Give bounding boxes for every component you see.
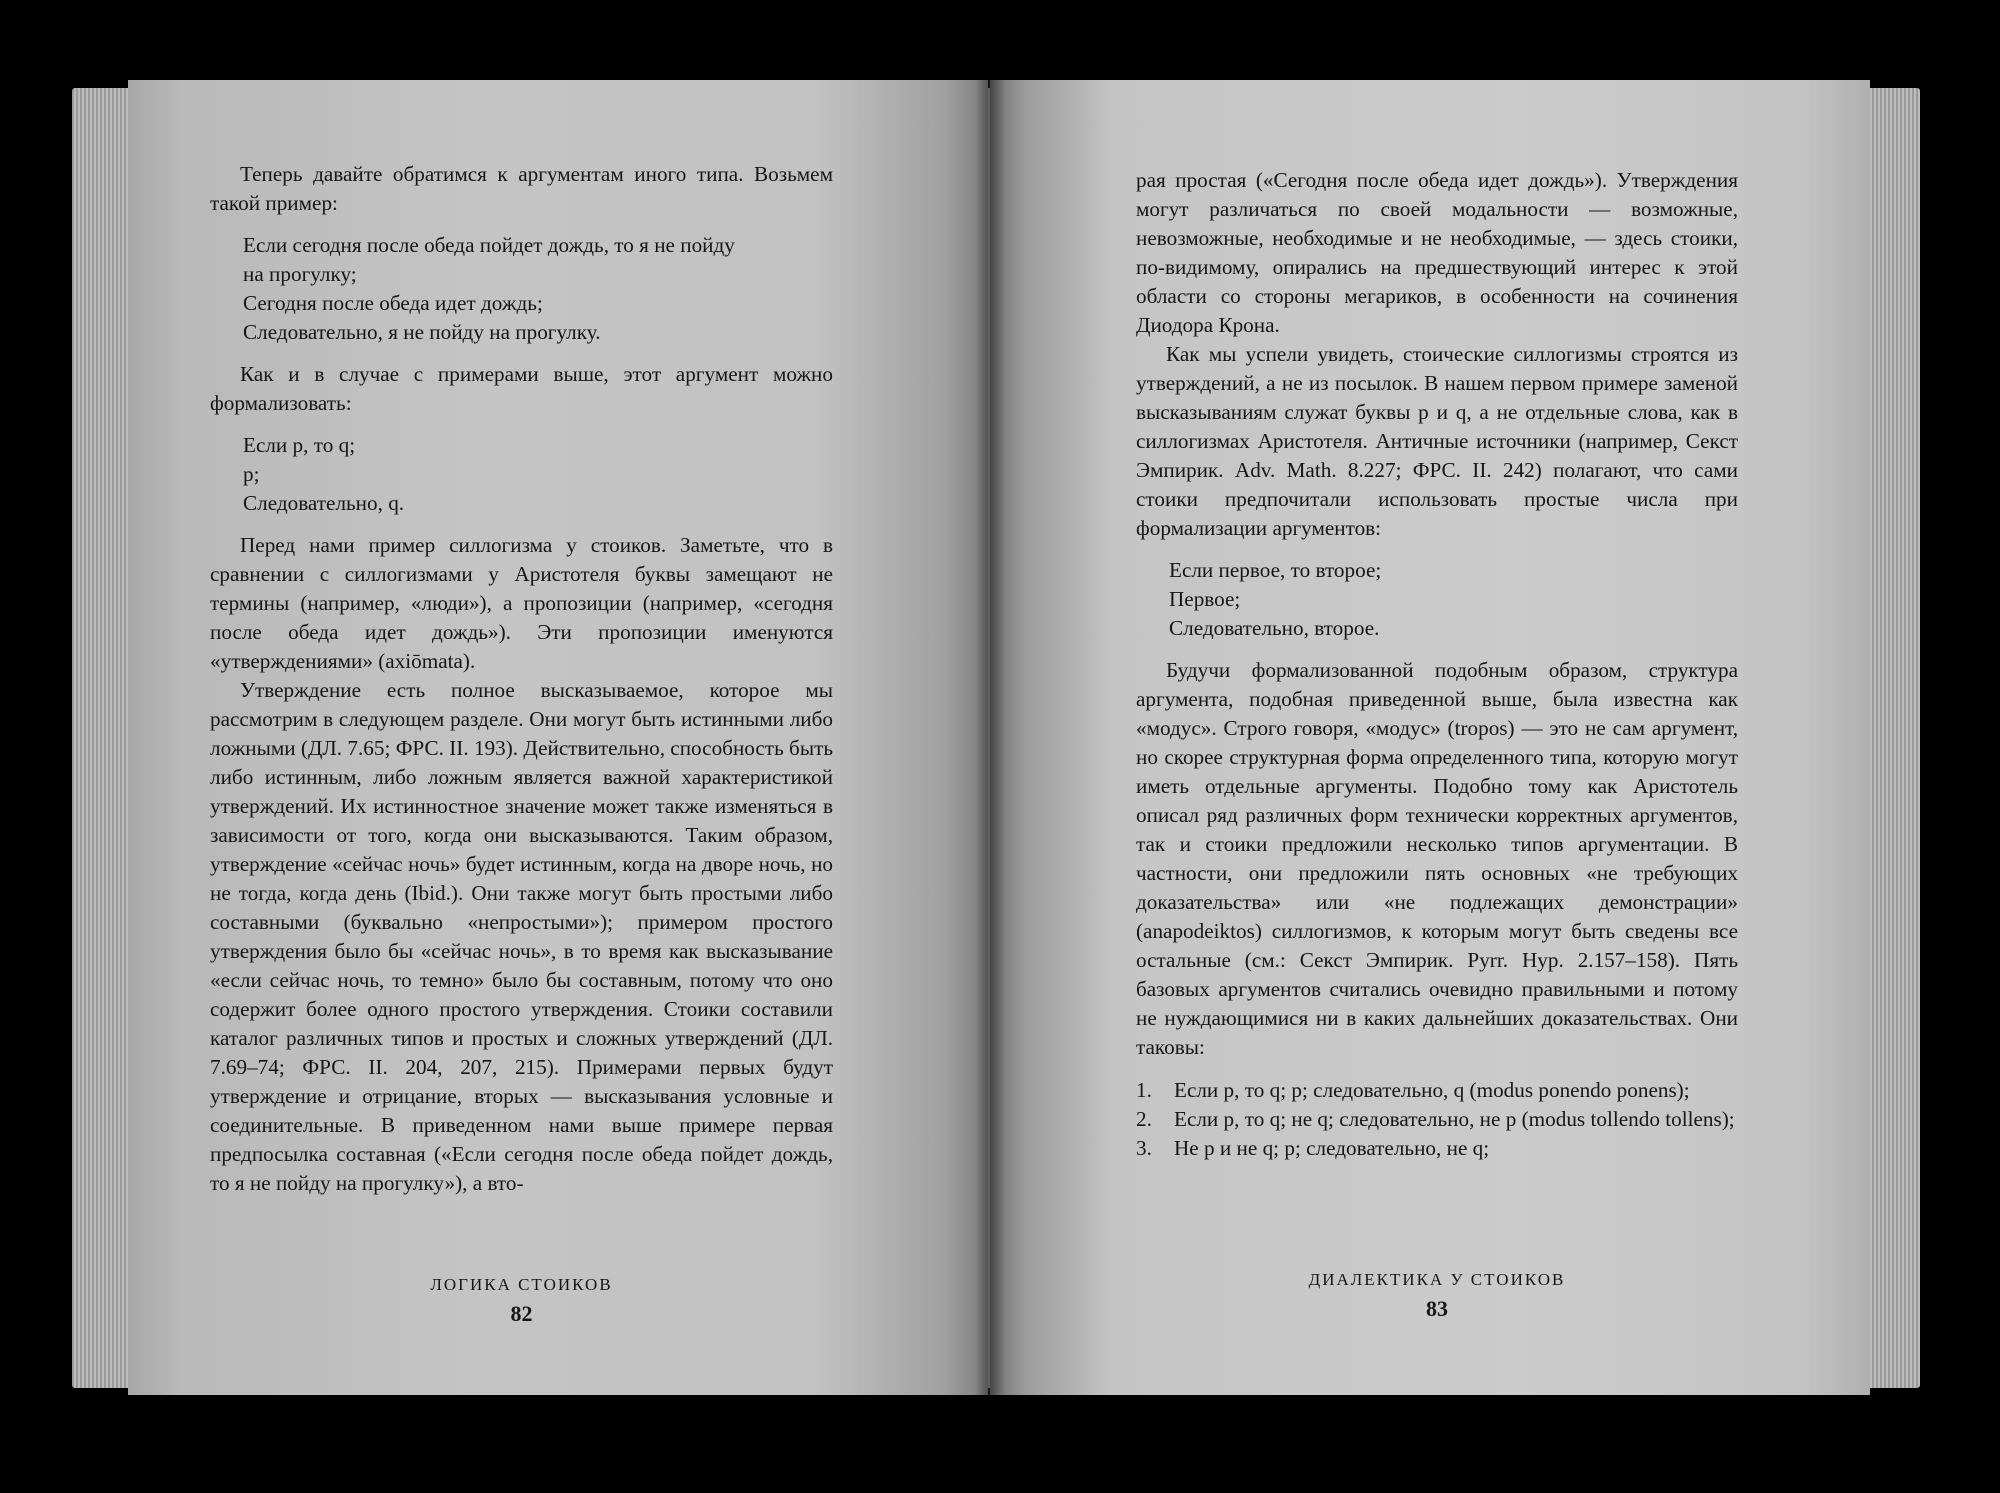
- right-page: [990, 80, 1870, 1395]
- list-item-text: Не p и не q; p; следовательно, не q;: [1174, 1136, 1490, 1160]
- paragraph: Как мы успели увидеть, стоические силлогизмы строятся из утверждений, а не из посылок. В нашем первом примере заменой высказываниям служат буквы p и q, а не отдельные слова, как в силлогизмах Аристотеля. Античные источники (например, Секст Эмпирик. Adv. Math. 8.227; ФРС. II. 242) полагают, что сами стоики предпочитали использовать простые числа при формализации аргументов:: [1136, 342, 1738, 540]
- list-item: [1136, 1134, 1738, 1163]
- paragraph: Утверждение есть полное высказываемое, которое мы рассмотрим в следующем разделе. Они могут быть истинными либо ложными (ДЛ. 7.65; ФРС. II. 193). Действительно, способность быть либо истинным, либо ложным является важной характеристикой утверждений. Их истинностное значение может также изменяться в зависимости от того, когда они высказываются. Таким образом, утверждение «сейчас ночь» будет истинным, когда на дворе ночь, но не тогда, когда день (Ibid.). Они также могут быть простыми либо составными (буквально «непростыми»); примером простого утверждения было бы «сейчас ночь», в то время как высказывание «если сейчас ночь, то темно» было бы составным, потому что оно содержит более одного простого утверждения. Стоики составили каталог различных типов и простых и сложных утверждений (ДЛ. 7.69–74; ФРС. II. 204, 207, 215). Примерами первых будут утверждение и отрицание, вторых — высказывания условные и соединительные. В приведенном нами выше примере первая предпосылка составная («Если сегодня после обеда пойдет дождь, то я не пойду на прогулку»), а вто-: [210, 678, 833, 1195]
- paragraph: рая простая («Сегодня после обеда идет дождь»). Утверждения могут различаться по своей модальности — возможные, невозможные, необходимые и не необходимые, — здесь стоики, по-видимому, опирались на предшествующий интерес к этой области со стороны мегариков, в особенности на сочинения Диодора Крона.: [1136, 168, 1738, 337]
- book-gutter: [975, 80, 1005, 1395]
- example-line: Если первое, то второе;: [1169, 558, 1382, 582]
- paragraph: Теперь давайте обратимся к аргументам иного типа. Возьмем такой пример:: [210, 162, 833, 215]
- example-line: Первое;: [1169, 587, 1241, 611]
- example-line: Следовательно, второе.: [1169, 616, 1380, 640]
- list-item-number: 1.: [1136, 1078, 1152, 1102]
- list-item-number: 3.: [1136, 1136, 1152, 1160]
- basic-arguments-list: [1136, 1076, 1738, 1163]
- example-line: на прогулку;: [243, 262, 357, 286]
- example-block: [1169, 556, 1738, 643]
- page-number: 82: [510, 1301, 533, 1326]
- example-line: p;: [243, 462, 260, 486]
- example-block: [243, 231, 833, 347]
- example-line: Сегодня после обеда идет дождь;: [243, 291, 543, 315]
- list-item-text: Если p, то q; не q; следовательно, не p (modus tollendo tollens);: [1174, 1107, 1735, 1131]
- right-page-footer: [1136, 1270, 1738, 1322]
- list-item-number: 2.: [1136, 1107, 1152, 1131]
- example-block: [243, 431, 833, 518]
- left-page: [128, 80, 988, 1395]
- list-item-text: Если p, то q; p; следовательно, q (modus ponendo ponens);: [1174, 1078, 1690, 1102]
- example-line: Если p, то q;: [243, 433, 356, 457]
- left-page-text: [210, 160, 833, 1198]
- paragraph: Как и в случае с примерами выше, этот аргумент можно формализовать:: [210, 362, 833, 415]
- left-page-footer: [210, 1275, 833, 1327]
- list-item: [1136, 1076, 1738, 1105]
- right-page-text: [1136, 166, 1738, 1163]
- example-line: Следовательно, q.: [243, 491, 405, 515]
- example-line: Следовательно, я не пойду на прогулку.: [243, 320, 601, 344]
- paragraph: Будучи формализованной подобным образом, структура аргумента, подобная приведенной выше, была известна как «модус». Строго говоря, «модус» (tropos) — это не сам аргумент, но скорее структурная форма определенного типа, которую могут иметь отдельные аргументы. Подобно тому как Аристотель описал ряд различных форм технически корректных аргументов, так и стоики предложили несколько типов аргументации. В частности, они предложили пять основных «не требующих доказательства» или «не подлежащих демонстрации» (anapodeiktos) силлогизмов, к которым могут быть сведены все остальные (см.: Секст Эмпирик. Pyrr. Hyp. 2.157–158). Пять базовых аргументов считались очевидно правильными и потому не нуждающимися ни в каких дальнейших доказательствах. Они таковы:: [1136, 658, 1738, 1059]
- list-item: [1136, 1105, 1738, 1134]
- paragraph: Перед нами пример силлогизма у стоиков. Заметьте, что в сравнении с силлогизмами у Аристотеля буквы замещают не термины (например, «люди»), а пропозиции (например, «сегодня после обеда идет дождь»). Эти пропозиции именуются «утверждениями» (axiōmata).: [210, 533, 833, 673]
- running-head: ЛОГИКА СТОИКОВ: [430, 1275, 613, 1294]
- example-line: Если сегодня после обеда пойдет дождь, то я не пойду: [243, 233, 735, 257]
- running-head: ДИАЛЕКТИКА У СТОИКОВ: [1308, 1270, 1566, 1289]
- page-number: 83: [1426, 1296, 1448, 1321]
